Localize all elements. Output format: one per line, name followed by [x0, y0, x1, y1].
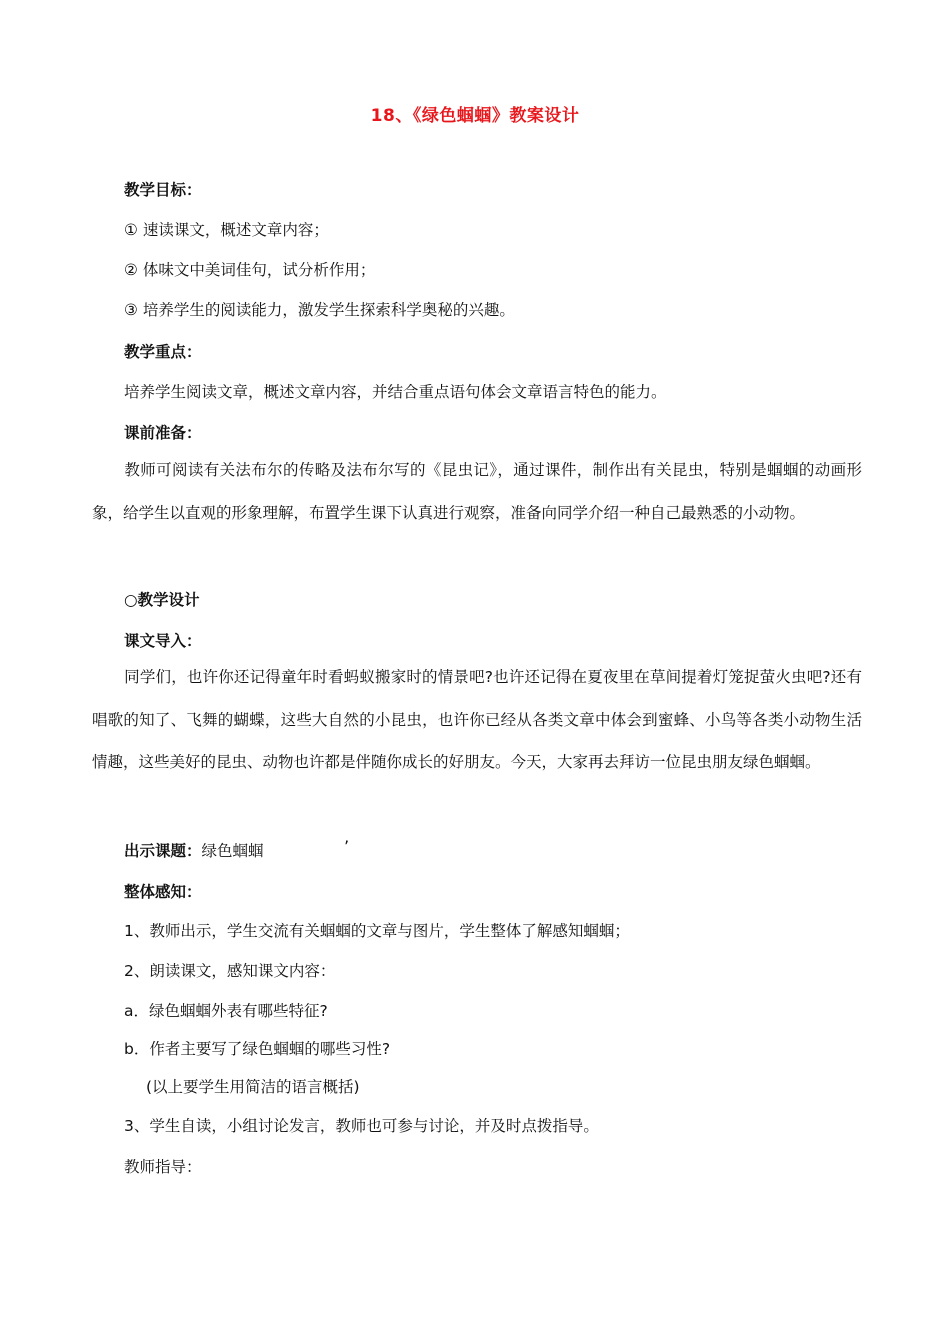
topic-label: 出示课题： — [124, 842, 202, 860]
topic-value: 绿色蝈蝈 — [201, 842, 264, 860]
objective-item-1: ① 速读课文，概述文章内容； — [124, 221, 329, 239]
overall-heading: 整体感知： — [124, 883, 202, 901]
design-heading: ○教学设计 — [124, 591, 200, 609]
overall-item-1: 1、教师出示，学生交流有关蝈蝈的文章与图片，学生整体了解感知蝈蝈； — [124, 922, 630, 940]
overall-note: (以上要学生用简洁的语言概括) — [146, 1078, 360, 1096]
key-points-text: 培养学生阅读文章，概述文章内容，并结合重点语句体会文章语言特色的能力。 — [124, 383, 667, 401]
overall-item-b: b．作者主要写了绿色蝈蝈的哪些习性? — [124, 1040, 391, 1058]
preparation-paragraph — [92, 449, 862, 534]
objectives-heading: 教学目标： — [124, 181, 202, 199]
objective-item-3: ③ 培养学生的阅读能力，激发学生探索科学奥秘的兴趣。 — [124, 301, 515, 319]
overall-item-2: 2、朗读课文，感知课文内容： — [124, 962, 336, 980]
stray-mark: ’ — [344, 837, 350, 856]
teacher-guidance-label: 教师指导： — [124, 1158, 202, 1176]
intro-text: 同学们，也许你还记得童年时看蚂蚁搬家时的情景吧?也许还记得在夏夜里在草间提着灯笼捉萤火虫吧?还有唱歌的知了、飞舞的蝴蝶，这些大自然的小昆虫，也许你已经从各类文章中体会到蜜蜂、小鸟等各类小动物生活情趣，这些美好的昆虫、动物也许都是伴随你成长的好朋友。今天，大家再去拜访一位昆虫朋友绿色蝈蝈。 — [92, 668, 862, 771]
preparation-text: 教师可阅读有关法布尔的传略及法布尔写的《昆虫记》，通过课件，制作出有关昆虫，特别是蝈蝈的动画形象，给学生以直观的形象理解，布置学生课下认真进行观察，准备向同学介绍一种自己最熟悉的小动物。 — [92, 461, 862, 522]
overall-item-a: a．绿色蝈蝈外表有哪些特征? — [124, 1002, 328, 1020]
intro-heading: 课文导入： — [124, 632, 202, 650]
topic-line — [124, 839, 264, 861]
key-points-heading: 教学重点： — [124, 343, 202, 361]
intro-paragraph — [92, 656, 862, 784]
document-title: 18、《绿色蝈蝈》教案设计 — [370, 106, 580, 126]
preparation-heading: 课前准备： — [124, 424, 202, 442]
overall-item-3: 3、学生自读，小组讨论发言，教师也可参与讨论，并及时点拨指导。 — [124, 1117, 599, 1135]
objective-item-2: ② 体味文中美词佳句，试分析作用； — [124, 261, 376, 279]
